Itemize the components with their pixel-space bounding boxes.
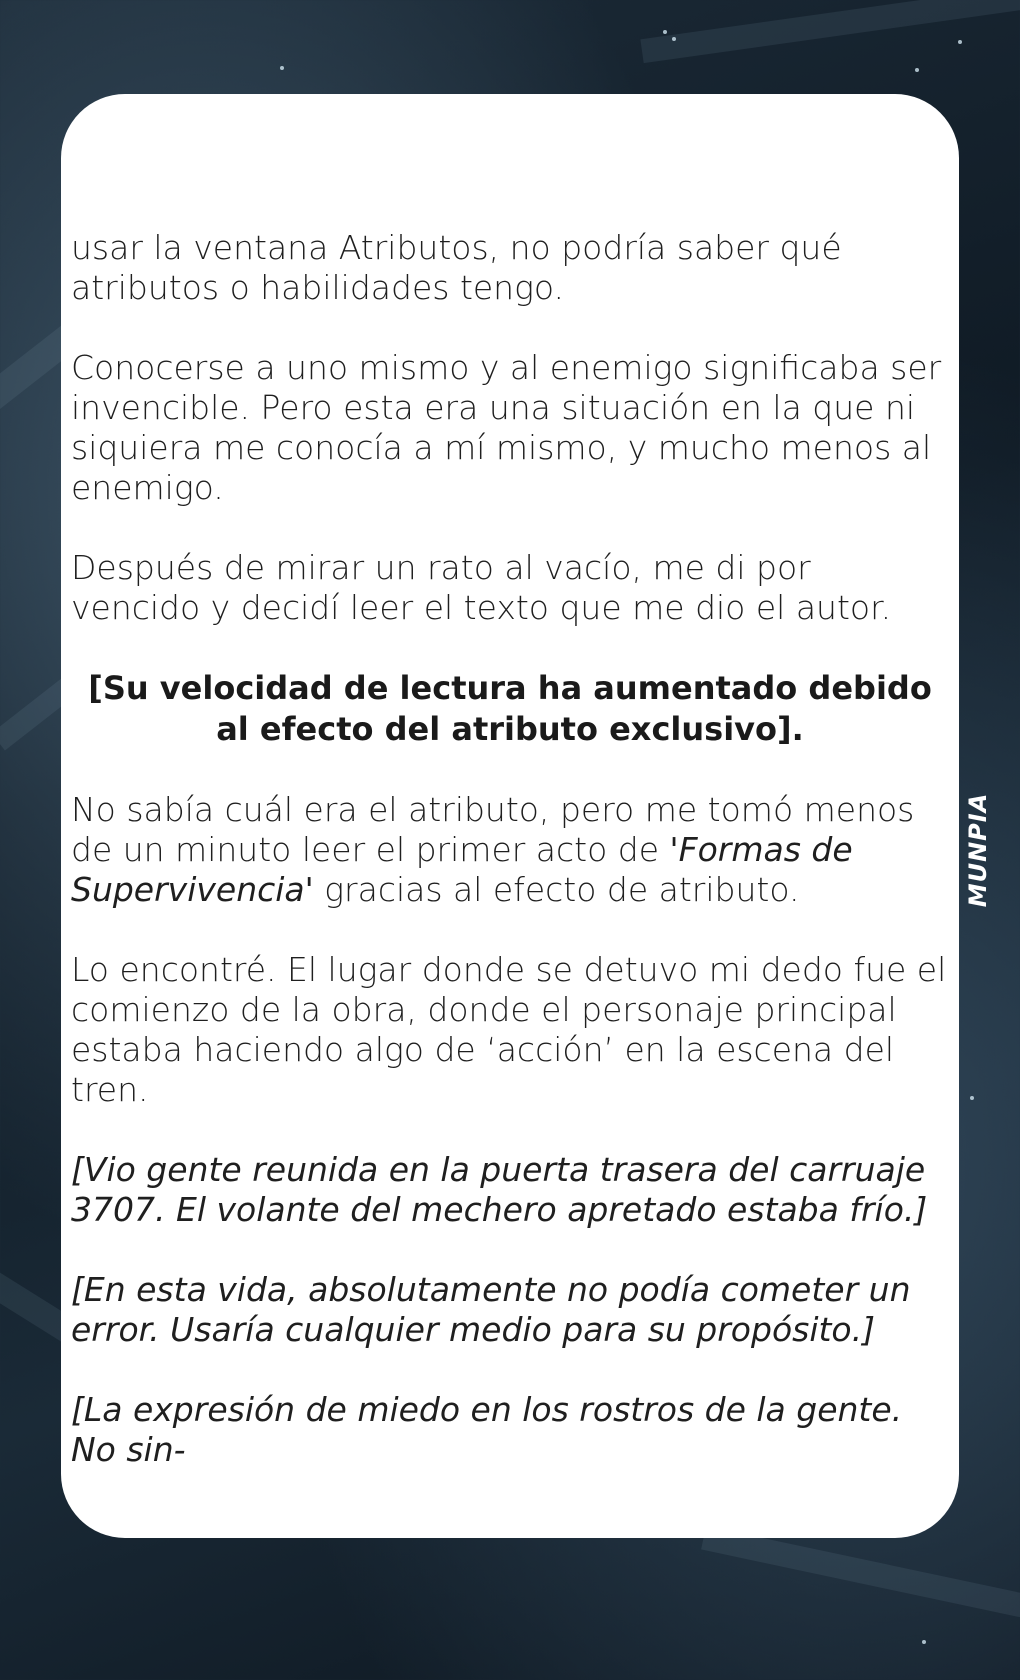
paragraph-text: gracias al efecto de atributo. [313,870,800,909]
background-streak [701,1526,1020,1618]
munpia-logo: MUNPIA [964,792,992,908]
system-message: [Su velocidad de lectura ha aumentado debido al efecto del atributo exclusivo]. [88,669,932,748]
book-title: 'Formas de Supervivencia' [71,830,853,909]
paragraph: usar la ventana Atributos, no podría saber qué atributos o habilidades tengo. [71,228,842,307]
star [280,66,284,70]
quoted-passage: [Vio gente reunida en la puerta trasera del carruaje 3707. El volante del mechero apretado estaba frío.] [71,1150,928,1229]
quoted-passage: [La expresión de miedo en los rostros de la gente. No sin- [71,1390,903,1469]
background-streak [640,0,1020,63]
star [915,68,919,72]
quoted-passage: [En esta vida, absolutamente no podía cometer un error. Usaría cualquier medio para su propósito.] [71,1270,911,1349]
paragraph-text: No sabía cuál era el atributo, pero me tomó menos de un minuto leer el primer acto de [71,790,915,869]
star [672,37,676,41]
paragraph: Lo encontré. El lugar donde se detuvo mi dedo fue el comienzo de la obra, donde el personaje principal estaba haciendo algo de ‘acción’ en la escena del tren. [71,950,947,1109]
paragraph [71,790,949,910]
star [922,1640,926,1644]
star [970,1096,974,1100]
text-panel [61,94,959,1538]
paragraph: Después de mirar un rato al vacío, me di por vencido y decidí leer el texto que me dio el autor. [71,548,892,627]
star [663,30,667,34]
star [958,40,962,44]
paragraph: Conocerse a uno mismo y al enemigo significaba ser invencible. Pero esta era una situación en la que ni siquiera me conocía a mí mismo, y mucho menos al enemigo. [71,348,942,507]
